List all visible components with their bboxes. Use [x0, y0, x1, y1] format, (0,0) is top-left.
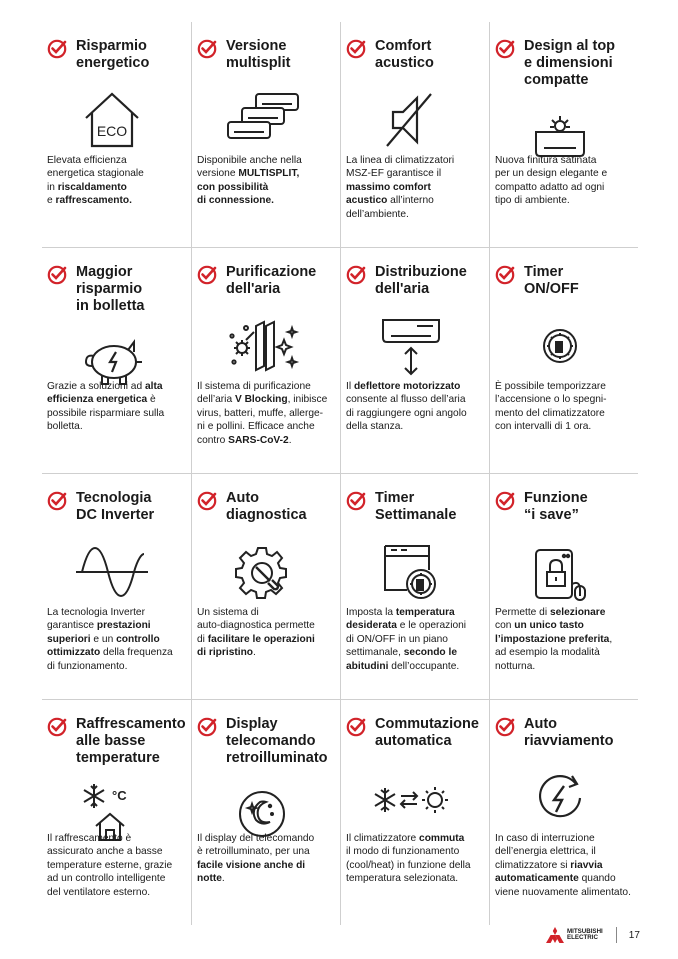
description-text: in — [47, 181, 58, 193]
description-text: In caso di interruzione — [495, 833, 595, 844]
description-text: . — [288, 434, 292, 446]
description-text: notturna. — [495, 660, 536, 672]
description-emphasis: ottimizzato — [47, 647, 101, 659]
description-text: Il climatizzatore — [346, 833, 420, 844]
feature-header — [346, 264, 485, 298]
red-check-icon — [495, 717, 515, 737]
feature-cell — [489, 474, 638, 699]
feature-description — [197, 606, 337, 660]
description-text: , inibisce — [287, 394, 328, 406]
feature-header — [47, 38, 187, 72]
feature-title-line: in bolletta — [76, 298, 145, 314]
description-text: Permette di — [495, 607, 550, 618]
description-text: settimanale, — [346, 647, 404, 659]
description-text: bolletta. — [47, 421, 83, 433]
feature-description — [495, 606, 635, 673]
brand-name — [567, 929, 603, 942]
feature-title — [375, 716, 479, 750]
feature-row-1 — [42, 22, 638, 248]
red-check-icon — [197, 491, 217, 511]
description-text: il modo di funzionamento — [346, 846, 460, 858]
feature-description — [197, 154, 337, 208]
feature-title — [76, 490, 154, 524]
feature-title — [524, 490, 588, 524]
feature-title — [524, 716, 613, 750]
feature-title-line: multisplit — [226, 55, 291, 71]
description-text: di raggiungere ogni angolo — [346, 407, 467, 419]
description-emphasis: di ripristino — [197, 647, 254, 659]
description-text: Il display del telecomando — [197, 833, 315, 844]
gear-wrench-icon — [222, 540, 302, 604]
feature-description — [346, 154, 486, 221]
feature-title-line: Timer — [375, 490, 415, 506]
description-text: dell’aria — [197, 394, 235, 406]
feature-cell — [42, 248, 191, 473]
description-text: La tecnologia Inverter — [47, 607, 145, 618]
description-text: della stanza. — [346, 421, 404, 433]
description-emphasis: efficienza energetica — [47, 394, 148, 406]
description-text: per un design elegante e — [495, 168, 608, 180]
red-check-icon — [197, 265, 217, 285]
feature-cell — [191, 22, 340, 247]
feature-title-line: acustico — [375, 55, 434, 71]
feature-title-line: risparmio — [76, 281, 143, 297]
feature-cell — [191, 700, 340, 925]
feature-title — [524, 264, 579, 298]
red-check-icon — [495, 39, 515, 59]
feature-header — [346, 716, 485, 750]
description-emphasis: automaticamente — [495, 873, 579, 885]
feature-title-line: temperature — [76, 750, 160, 766]
feature-description — [346, 606, 486, 673]
description-text: di funzionamento. — [47, 660, 128, 672]
feature-title-line: Versione — [226, 38, 287, 54]
red-check-icon — [197, 39, 217, 59]
feature-title-line: Purificazione — [226, 264, 317, 280]
description-text: di ON/OFF in un piano — [346, 633, 448, 645]
feature-header — [47, 264, 187, 315]
feature-description — [495, 832, 635, 899]
feature-title — [375, 264, 467, 298]
feature-title-line: alle basse — [76, 733, 146, 749]
description-text: Il — [346, 381, 354, 392]
brand-line-1: MITSUBISHI — [567, 927, 603, 935]
muted-speaker-icon — [371, 88, 451, 152]
feature-description — [495, 154, 635, 208]
description-emphasis: selezionare — [549, 607, 606, 618]
feature-title-line: Risparmio — [76, 38, 147, 54]
multisplit-icon — [222, 88, 302, 152]
feature-title-line: Timer — [524, 264, 564, 280]
description-text: temperature esterne, grazie — [47, 859, 173, 871]
red-check-icon — [495, 265, 515, 285]
description-text: possibile risparmiare sulla — [47, 407, 165, 419]
feature-header — [495, 264, 634, 298]
page-number: 17 — [628, 929, 640, 941]
feature-title-line: telecomando — [226, 733, 316, 749]
description-text: dell’ambiente. — [346, 208, 409, 220]
feature-title — [524, 38, 615, 89]
description-emphasis: raffrescamento. — [55, 195, 132, 207]
feature-header — [47, 490, 187, 524]
air-distribution-icon — [371, 314, 451, 378]
auto-restart-icon — [520, 766, 600, 830]
feature-description — [346, 832, 486, 886]
feature-title — [375, 490, 456, 524]
feature-title-line: Auto — [524, 716, 558, 732]
feature-title-line: Design al top — [524, 38, 616, 54]
feature-title — [226, 490, 307, 524]
feature-title-line: dell'aria — [226, 281, 281, 297]
eco-house-icon — [72, 88, 152, 152]
feature-title-line: “i save” — [524, 507, 579, 523]
description-emphasis: commuta — [419, 833, 465, 844]
feature-description — [47, 832, 187, 899]
red-check-icon — [346, 717, 366, 737]
description-text: , — [609, 633, 613, 645]
description-text: con — [495, 620, 515, 632]
description-emphasis: controllo — [116, 633, 160, 645]
description-text: di — [197, 633, 208, 645]
red-check-icon — [47, 717, 67, 737]
description-emphasis: riavvia — [570, 859, 603, 871]
feature-header — [495, 716, 634, 750]
page-footer — [546, 926, 640, 944]
red-check-icon — [197, 717, 217, 737]
description-emphasis: prestazioni — [96, 620, 151, 632]
feature-title — [375, 38, 434, 72]
feature-title-line: Tecnologia — [76, 490, 152, 506]
description-emphasis: l’impostazione preferita — [495, 633, 610, 645]
description-emphasis: alta — [144, 381, 163, 392]
description-text: È possibile temporizzare — [495, 381, 606, 392]
feature-title-line: Maggior — [76, 264, 133, 280]
red-check-icon — [346, 39, 366, 59]
remote-lock-icon — [520, 540, 600, 604]
feature-row-4 — [42, 700, 638, 925]
description-emphasis: acustico — [346, 195, 388, 207]
description-text: Un sistema di — [197, 607, 259, 618]
description-text: versione — [197, 168, 239, 180]
description-text: e — [47, 195, 56, 207]
feature-title-line: riavviamento — [524, 733, 614, 749]
feature-title — [76, 38, 149, 72]
feature-title — [226, 716, 328, 767]
description-text: Imposta la — [346, 607, 396, 618]
brand-logo — [546, 927, 603, 943]
red-check-icon — [346, 265, 366, 285]
feature-title-line: e dimensioni — [524, 55, 613, 71]
description-emphasis: di connessione. — [197, 195, 274, 207]
description-text: consente al flusso dell’aria — [346, 394, 466, 406]
feature-title-line: automatica — [375, 733, 452, 749]
description-text: tipo di ambiente. — [495, 195, 570, 207]
feature-title-line: ON/OFF — [524, 281, 579, 297]
description-emphasis: facilitare le operazioni — [207, 633, 315, 645]
feature-header — [197, 264, 336, 298]
feature-cell — [42, 22, 191, 247]
description-text: del ventilatore esterno. — [47, 886, 151, 898]
feature-cell — [42, 474, 191, 699]
description-text: . — [221, 873, 225, 885]
description-emphasis: facile visione anche di — [197, 859, 306, 871]
footer-divider — [616, 927, 617, 943]
feature-header — [197, 716, 336, 767]
feature-description — [47, 606, 187, 673]
feature-header — [346, 38, 485, 72]
feature-title — [76, 264, 144, 315]
description-text: quando — [578, 873, 616, 885]
feature-title-line: Settimanale — [375, 507, 457, 523]
feature-title-line: dell'aria — [375, 281, 430, 297]
mitsubishi-diamonds-icon — [546, 927, 564, 943]
feature-header — [47, 716, 187, 767]
description-text: dell’occupante. — [388, 660, 460, 672]
description-text: all’interno — [387, 195, 434, 207]
description-emphasis: con possibilità — [197, 181, 269, 193]
red-check-icon — [346, 491, 366, 511]
description-emphasis: temperatura — [395, 607, 455, 618]
feature-title-line: DC Inverter — [76, 507, 155, 523]
description-text: virus, batteri, muffe, allerge- — [197, 407, 324, 419]
timer-onoff-icon — [520, 314, 600, 378]
sine-wave-icon — [72, 540, 152, 604]
feature-title-line: compatte — [524, 72, 589, 88]
feature-description — [47, 380, 187, 434]
description-text: auto-diagnostica permette — [197, 620, 315, 632]
description-emphasis: secondo le — [403, 647, 457, 659]
description-text: e le operazioni — [396, 620, 467, 632]
description-text: assicurato anche a basse — [47, 846, 163, 858]
description-text: MSZ-EF garantisce il — [346, 168, 442, 180]
feature-cell — [340, 474, 489, 699]
description-emphasis: MULTISPLIT, — [238, 168, 300, 180]
description-text: ad esempio la modalità — [495, 647, 600, 659]
feature-title-line: Commutazione — [375, 716, 479, 732]
feature-description — [495, 380, 635, 434]
feature-title — [226, 264, 316, 298]
feature-cell — [42, 700, 191, 925]
feature-title-line: retroilluminato — [226, 750, 328, 766]
description-text: energetica stagionale — [47, 168, 144, 180]
feature-cell — [489, 248, 638, 473]
description-text: climatizzatore si — [495, 859, 571, 871]
description-text: (cool/heat) in funzione della — [346, 859, 471, 871]
air-purification-icon — [222, 314, 302, 378]
feature-description — [47, 154, 187, 208]
description-emphasis: superiori — [47, 633, 91, 645]
feature-cell — [340, 22, 489, 247]
description-emphasis: desiderata — [346, 620, 397, 632]
description-text: con intervalli di 1 ora. — [495, 421, 592, 433]
feature-title — [226, 38, 290, 72]
feature-title-line: Funzione — [524, 490, 588, 506]
description-emphasis: massimo comfort — [346, 181, 431, 193]
auto-switch-icon — [371, 766, 451, 830]
feature-cell — [340, 248, 489, 473]
description-emphasis: riscaldamento — [57, 181, 127, 193]
feature-title-line: diagnostica — [226, 507, 307, 523]
description-text: La linea di climatizzatori — [346, 155, 455, 166]
features-grid — [42, 22, 638, 925]
feature-title-line: Distribuzione — [375, 264, 467, 280]
description-text: viene nuovamente alimentato. — [495, 886, 631, 898]
description-text: è retroilluminato, per una — [197, 846, 310, 858]
description-text: dell’energia elettrica, il — [495, 846, 596, 858]
feature-cell — [340, 700, 489, 925]
brand-line-2: ELECTRIC — [567, 934, 598, 941]
description-emphasis: un unico tasto — [514, 620, 584, 632]
description-text: mento del climatizzatore — [495, 407, 605, 419]
feature-cell — [191, 248, 340, 473]
celsius-label: °C — [112, 788, 127, 803]
feature-cell — [489, 700, 638, 925]
feature-title-line: Comfort — [375, 38, 432, 54]
feature-header — [495, 490, 634, 524]
description-text: garantisce — [47, 620, 97, 632]
red-check-icon — [47, 491, 67, 511]
eco-label: ECO — [96, 123, 128, 139]
description-text: Grazie a soluzioni ad — [47, 381, 145, 392]
feature-cell — [489, 22, 638, 247]
feature-header — [495, 38, 634, 89]
description-text: compatto adatto ad ogni — [495, 181, 605, 193]
description-text: Nuova finitura satinata — [495, 155, 597, 166]
feature-description — [197, 832, 337, 886]
description-text: Il sistema di purificazione — [197, 381, 311, 392]
description-text: contro — [197, 434, 229, 446]
description-text: e un — [90, 633, 117, 645]
description-text: temperatura selezionata. — [346, 873, 459, 885]
description-text: della frequenza — [100, 647, 173, 659]
feature-header — [346, 490, 485, 524]
feature-cell — [191, 474, 340, 699]
feature-description — [197, 380, 337, 447]
feature-header — [197, 38, 336, 72]
description-text: l’accensione o lo spegni- — [495, 394, 607, 406]
feature-header — [197, 490, 336, 524]
description-text: ad un controllo intelligente — [47, 873, 166, 885]
red-check-icon — [47, 39, 67, 59]
description-text: è — [147, 394, 156, 406]
feature-title-line: Display — [226, 716, 278, 732]
description-text: . — [253, 647, 256, 659]
description-emphasis: abitudini — [346, 660, 389, 672]
feature-description — [346, 380, 486, 434]
red-check-icon — [47, 265, 67, 285]
description-emphasis: V Blocking — [234, 394, 288, 406]
description-text: Il raffrescamento è — [47, 833, 132, 844]
description-emphasis: SARS-CoV-2 — [228, 434, 289, 446]
feature-title-line: Auto — [226, 490, 260, 506]
feature-title-line: Raffrescamento — [76, 716, 186, 732]
description-emphasis: deflettore motorizzato — [353, 381, 461, 392]
description-emphasis: notte — [197, 873, 222, 885]
description-text: Elevata efficienza — [47, 155, 127, 166]
red-check-icon — [495, 491, 515, 511]
description-text: Disponibile anche nella — [197, 155, 302, 166]
feature-title — [76, 716, 186, 767]
feature-row-3 — [42, 474, 638, 700]
weekly-timer-icon — [371, 540, 451, 604]
feature-title-line: energetico — [76, 55, 150, 71]
description-text: ni e pollini. Efficace anche — [197, 421, 315, 433]
feature-row-2 — [42, 248, 638, 474]
